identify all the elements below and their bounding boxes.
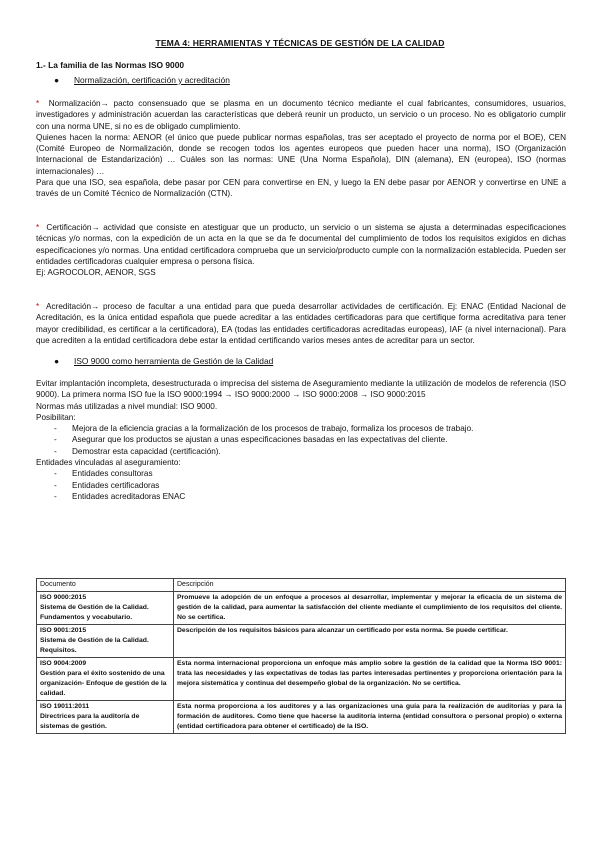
- bullet-iso9000: [54, 356, 273, 366]
- desc-cell: Esta norma proporciona a los auditores y a las organizaciones una guía para la realización de auditorías y para la formación de auditores. Como tiene que hacerse la auditoría interna (entidad consultora o personal propio) o externa (entidad certificadora para obtener el certificado) de la ISO.: [174, 701, 566, 734]
- list-item: - Entidades certificadoras: [54, 480, 160, 490]
- list-item: - Demostrar esta capacidad (certificación).: [54, 446, 221, 456]
- list-item: - Mejora de la eficiencia gracias a la formalización de los procesos de trabajo, formaliza los procesos de trabajo.: [54, 424, 474, 434]
- desc-cell: Descripción de los requisitos básicos para alcanzar un certificado por esta norma. Se puede certificar.: [174, 625, 566, 658]
- table-header-row: [37, 579, 566, 592]
- acreditacion-block: [36, 301, 566, 346]
- iso-documents-table: [36, 578, 566, 734]
- doc-cell: ISO 9004:2009 Gestión para el éxito sostenido de una organización- Enfoque de gestión de la calidad.: [37, 658, 174, 701]
- normalizacion-p1: [36, 98, 566, 132]
- bullet-normalizacion: [54, 75, 230, 85]
- table-row: [37, 625, 566, 658]
- iso-p1: Evitar implantación incompleta, desestructurada o imprecisa del sistema de Aseguramiento mediante la utilización de modelos de referencia (ISO 9000). La primera norma ISO fue la ISO 9000:1994 → ISO 9000:2000 → ISO 9000:2008 → ISO 9000:2015: [36, 379, 566, 400]
- doc-cell: ISO 19011:2011 Directrices para la auditoría de sistemas de gestión.: [37, 701, 174, 734]
- normalizacion-p2: Quienes hacen la norma: AENOR (el único que puede publicar normas españolas, tras ser aceptado el proyecto de norma por el BOE), CEN (Comité Europeo de Normalización, donde se recogen todos los agentes europeos que pueden hacer una norma), ISO (Organización Internacional de Estandarización) … Cuáles son las normas: UNE (Una Norma Española), DIN (alemana), EN (europea), ISO (normas internacionales) …: [36, 132, 566, 176]
- header-documento: Documento: [37, 579, 174, 592]
- iso-p2: Normas más utilizadas a nivel mundial: ISO 9000.: [36, 401, 218, 411]
- table-row: [37, 592, 566, 625]
- list-item: - Entidades consultoras: [54, 469, 153, 479]
- table-row: [37, 701, 566, 734]
- asterisk-icon: *: [36, 302, 40, 311]
- list-item: - Entidades acreditadoras ENAC: [54, 491, 186, 501]
- iso-block: [36, 378, 566, 502]
- asterisk-icon: *: [36, 99, 40, 108]
- normalizacion-block: [36, 98, 566, 200]
- iso-p3: Posibilitan:: [36, 412, 76, 422]
- bullet-icon: ●: [54, 356, 60, 366]
- list-item: - Asegurar que los productos se ajustan a unas especificaciones basadas en las expectativas del cliente.: [54, 435, 448, 445]
- doc-cell: ISO 9000:2015 Sistema de Gestión de la Calidad. Fundamentos y vocabulario.: [37, 592, 174, 625]
- bullet-text: Normalización, certificación y acreditación: [74, 75, 230, 85]
- certificacion-example: Ej: AGROCOLOR, AENOR, SGS: [36, 268, 156, 278]
- acreditacion-p1: [36, 301, 566, 346]
- normalizacion-p3: Para que una ISO, sea española, debe pasar por CEN para convertirse en EN, y luego la EN debe pasar por AENOR y convertirse en UNE a través de un Comité Técnico de Normalización (CTN).: [36, 178, 566, 199]
- desc-cell: Promueve la adopción de un enfoque a procesos al desarrollar, implementar y mejorar la eficacia de un sistema de gestión de la calidad, para aumentar la satisfacción del cliente mediante el cumplimiento de los requisitos del cliente. No se certifica.: [174, 592, 566, 625]
- paragraph-text: Normalización→ pacto consensuado que se plasma en un documento técnico mediante el cual fabricantes, consumidores, usuarios, investigadores y administración acuerdan las características que deberá reunir un producto, un servicio o un proceso. No es obligatorio cumplir con una norma UNE, si no es de obligado cumplimiento.: [36, 99, 566, 131]
- iso-p4: Entidades vinculadas al aseguramiento:: [36, 458, 181, 468]
- page-title: TEMA 4: HERRAMIENTAS Y TÉCNICAS DE GESTIÓN DE LA CALIDAD: [155, 38, 445, 48]
- asterisk-icon: *: [36, 223, 40, 232]
- bullet-icon: ●: [54, 75, 60, 85]
- section-heading: 1.- La familia de las Normas ISO 9000: [36, 60, 185, 70]
- certificacion-p1: [36, 222, 566, 267]
- paragraph-text: Certificación→ actividad que consiste en atestiguar que un producto, un servicio o un sistema se ajusta a determinadas especificaciones técnicas y/o normas, con la expedición de un acta en la que se da fe documental del cumplimiento de todos los requisitos exigidos en dichas especificaciones y/o normas. Una entidad certificadora comprueba que un servicio/producto cumple con la normalización establecida. Pueden ser entidades certificadoras cualquier empresa o persona física.: [36, 223, 566, 266]
- entidades-list: [36, 468, 566, 502]
- table-row: [37, 658, 566, 701]
- certificacion-block: [36, 222, 566, 278]
- bullet-text: ISO 9000 como herramienta de Gestión de la Calidad: [74, 356, 274, 366]
- header-descripcion: Descripción: [174, 579, 566, 592]
- posibilitan-list: [36, 423, 566, 457]
- desc-cell: Esta norma internacional proporciona un enfoque más amplio sobre la gestión de la calidad que la Norma ISO 9001: trata las necesidades y las expectativas de todas las partes interesadas pertinentes y proporciona orientación para la mejora sistemática y continua del desempeño global de la organización. No se certifica.: [174, 658, 566, 701]
- paragraph-text: Acreditación→ proceso de facultar a una entidad para que pueda desarrollar actividades de certificación. Ej: ENAC (Entidad Nacional de Acreditación, es la única entidad española que puede acreditar a las entidades certificadoras para que certifique forma acreditativa para tener mayor credibilidad, es certificar a la certificadora), EA (todas las entidades certificadoras acreditadas europeas), IAF (a nivel internacional). Para que acrediten a la entidad certificadora debe estar la entidad certificando varios meses antes de acreditar para un sector.: [36, 302, 566, 345]
- doc-cell: ISO 9001:2015 Sistema de Gestión de la Calidad. Requisitos.: [37, 625, 174, 658]
